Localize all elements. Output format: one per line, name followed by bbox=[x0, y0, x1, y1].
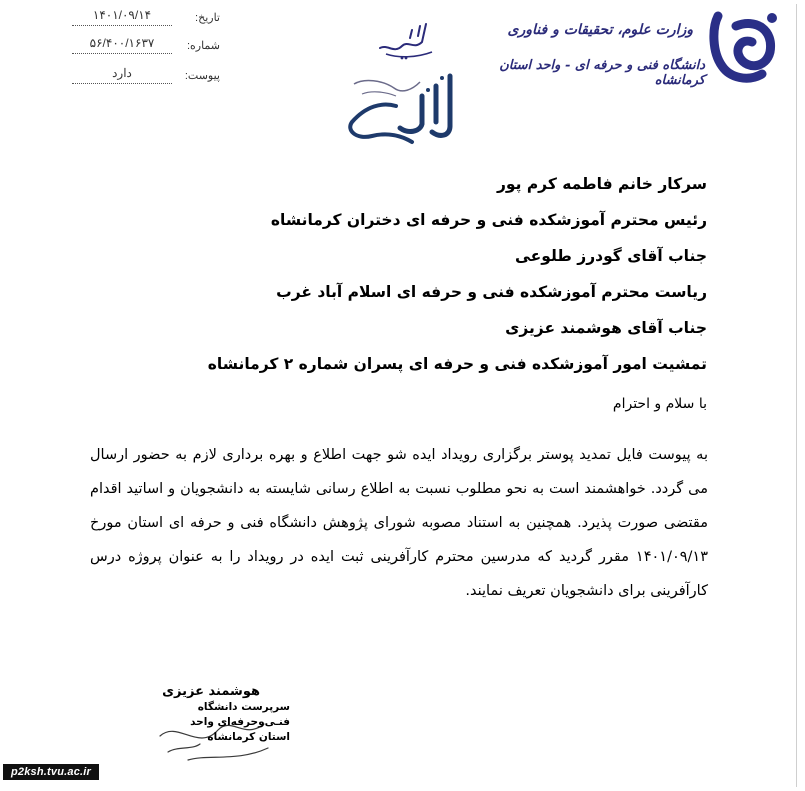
basmeh-taala-calligraphy bbox=[372, 14, 442, 66]
attachment-underline bbox=[72, 83, 172, 84]
greeting: با سلام و احترام bbox=[612, 396, 707, 412]
recipient-line: سرکار خانم فاطمه کرم پور bbox=[496, 175, 707, 193]
page-edge bbox=[796, 4, 797, 787]
recipient-line: جناب آقای هوشمند عزیزی bbox=[505, 319, 707, 337]
recipients-block bbox=[87, 166, 707, 382]
attachment-field bbox=[70, 66, 220, 86]
ministry-name: وزارت علوم، تحقیقات و فناوری bbox=[507, 22, 693, 38]
recipient-line: ریاست محترم آموزشکده فنی و حرفه ای اسلام آباد غرب bbox=[276, 283, 707, 301]
recipient-line: جناب آقای گودرز طلوعی bbox=[514, 247, 707, 265]
signatory-title-line2: استان کرمانشاه bbox=[207, 731, 290, 743]
attachment-label: پیوست: bbox=[184, 70, 220, 82]
number-value: ۵۶/۴۰۰/۱۶۳۷ bbox=[89, 36, 155, 50]
date-value: ۱۴۰۱/۰۹/۱۴ bbox=[92, 8, 152, 22]
signatory-name: هوشمند عزیزی bbox=[162, 684, 260, 699]
date-field bbox=[70, 8, 220, 28]
number-field bbox=[70, 36, 220, 56]
recipient-line: رئیس محترم آموزشکده فنی و حرفه ای دختران کرمانشاه bbox=[270, 211, 707, 229]
date-label: تاریخ: bbox=[195, 12, 220, 24]
number-underline bbox=[72, 53, 172, 54]
number-label: شماره: bbox=[186, 40, 220, 52]
letter-body: به پیوست فایل تمدید پوستر برگزاری رویداد ایده شو جهت اطلاع و بهره برداری لازم به حضور ارسال می گردد. خواهشمند است به نحو مطلوب نسبت به اطلاع رسانی شایسته به دانشجویان و اساتید اقدام مقتضی صورت پذیرد. همچنین به استناد مصوبه شورای پژوهش دانشگاه فنی و حرفه ای استان مورخ ۱۴۰۱/۰۹/۱۳ مقرر گردید که مدرسین محترم کارآفرینی ثبت ایده در رویداد را به عنوان پروژه درس کارآفرینی برای دانشجویان تعریف نمایند. bbox=[90, 447, 708, 599]
attachment-value: دارد bbox=[112, 66, 132, 80]
university-logo-icon bbox=[708, 8, 780, 84]
date-underline bbox=[72, 25, 172, 26]
signatory-title-line1: سرپرست دانشگاه فنـی‌وحرفه‌ای واحد bbox=[190, 701, 290, 728]
recipient-line: تمشیت امور آموزشکده فنی و حرفه ای پسران شماره ۲ کرمانشاه bbox=[207, 355, 707, 373]
signatory-title bbox=[150, 700, 290, 745]
production-slogan-seal bbox=[332, 66, 472, 150]
university-name: دانشگاه فنی و حرفه ای - واحد استان کرمانشاه bbox=[499, 58, 705, 88]
site-watermark: p2ksh.tvu.ac.ir bbox=[3, 764, 99, 780]
